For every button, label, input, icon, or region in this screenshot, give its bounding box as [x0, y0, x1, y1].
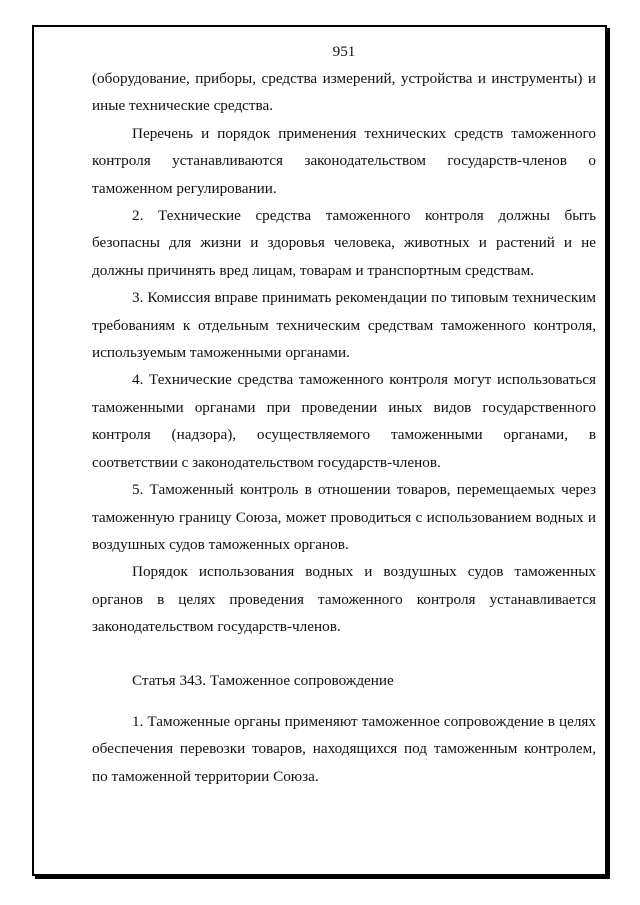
page-content — [92, 27, 596, 790]
page-number: 951 — [332, 43, 356, 60]
paragraph-usage-procedure: Порядок использования водных и воздушных судов таможенных органов в целях проведения таможенного контроля устанавливается законодательством государств-членов. — [92, 563, 596, 636]
article-paragraph-1: 1. Таможенные органы применяют таможенное сопровождение в целях обеспечения перевозки товаров, находящихся под таможенным контролем, по таможенной территории Союза. — [92, 712, 596, 785]
paragraph-continuation: (оборудование, приборы, средства измерений, устройства и инструменты) и иные технические средства. — [92, 70, 596, 115]
paragraph-item-3: 3. Комиссия вправе принимать рекомендации по типовым техническим требованиям к отдельным техническим средствам таможенного контроля, используемым таможенными органами. — [92, 289, 596, 362]
paragraph-list-procedure: Перечень и порядок применения технических средств таможенного контроля устанавливаются законодательством государств-членов о таможенном регулировании. — [92, 124, 596, 197]
page-frame — [32, 25, 607, 876]
paragraph-item-2: 2. Технические средства таможенного контроля должны быть безопасны для жизни и здоровья человека, животных и растений и не должны причинять вред лицам, товарам и транспортным средствам. — [92, 207, 596, 279]
paragraph-item-5: 5. Таможенный контроль в отношении товаров, перемещаемых через таможенную границу Союза, может проводиться с использованием водных и воздушных судов таможенных органов. — [92, 481, 596, 553]
paragraph-item-4: 4. Технические средства таможенного контроля могут использоваться таможенными органами при проведении иных видов государственного контроля (надзора), осуществляемого таможенными органами, в соответствии с законодательством государств-членов. — [92, 371, 596, 471]
article-heading: Статья 343. Таможенное сопровождение — [132, 671, 394, 689]
